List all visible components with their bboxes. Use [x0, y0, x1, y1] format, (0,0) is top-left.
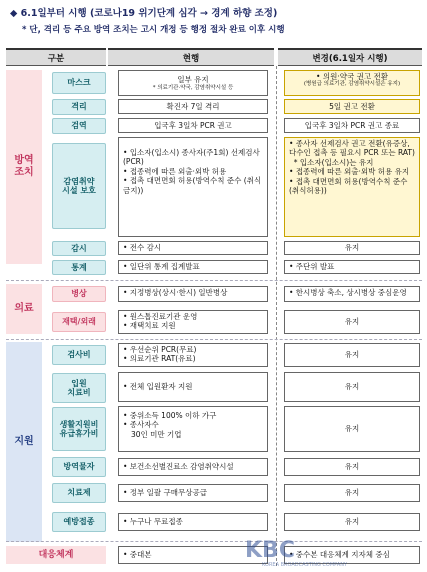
homecare-current-item-1: • 원스톱진료기관 운영: [123, 312, 198, 321]
vaccine-current: • 누구나 무료접종: [118, 513, 268, 531]
homecare-current: [118, 310, 268, 334]
response-changed: • 중수본 대응체계 지자체 중심: [284, 546, 420, 564]
living-current-item-3: 30인 미만 기업: [131, 429, 182, 439]
mask-current-sub: * 의료기관·약국, 감염취약시설 등: [152, 84, 234, 91]
living-current-item-2: • 종사자수: [123, 420, 159, 430]
column-divider: [276, 66, 277, 566]
broadcaster-watermark-sub: KOREA BROADCASTING COMPANY: [262, 562, 348, 568]
row-label-surveillance: 감시: [52, 241, 106, 256]
treatment-changed: 유지: [284, 484, 420, 502]
testcost-current-item-1: • 우선순위 PCR(무료): [123, 345, 197, 354]
facilities-changed: [284, 137, 420, 237]
testing-changed: 입국후 3일차 PCR 권고 종료: [284, 118, 420, 133]
supplies-changed: 유지: [284, 458, 420, 476]
isolation-changed: 5일 권고 전환: [284, 99, 420, 114]
row-label-treatment: 치료제: [52, 483, 106, 503]
testcost-current: [118, 343, 268, 367]
row-label-testing: 검역: [52, 118, 106, 134]
col-category-header: 구분: [6, 48, 106, 66]
row-label-supplies: 방역물자: [52, 457, 106, 477]
category-quarantine: 방역 조치: [6, 70, 42, 264]
row-label-living: 생활지원비 유급휴가비: [52, 407, 106, 451]
homecare-changed: 유지: [284, 310, 420, 334]
broadcaster-watermark: KBC: [245, 538, 295, 563]
beds-changed: • 한시병상 축소, 상시병상 중심운영: [284, 286, 420, 302]
section-separator-2: [6, 339, 422, 340]
facilities-current-item-3: • 접촉 대면면회 허용(방역수칙 준수 (취식금지)): [123, 176, 262, 195]
testing-current: 입국후 3일차 PCR 권고: [118, 118, 268, 133]
category-medical: 의료: [6, 284, 42, 334]
col-changed-header: 변경(6.1일자 시행): [278, 48, 422, 66]
row-label-hospital: 입원 치료비: [52, 373, 106, 403]
row-label-mask: 마스크: [52, 72, 106, 94]
vaccine-changed: 유지: [284, 513, 420, 531]
homecare-current-item-2: • 재택치료 지원: [123, 321, 176, 331]
facilities-changed-item-2: * 입소자(입소시)는 유지: [289, 157, 374, 167]
mask-changed: [284, 70, 420, 96]
mask-changed-sub: (병원급 의료기관, 감염취약시설은 유지): [303, 81, 401, 88]
living-current: [118, 406, 268, 452]
facilities-changed-item-4: • 접촉 대면면회 허용(방역수칙 준수(취식허용)): [289, 176, 408, 195]
beds-current: • 지정병상(상시·한시) 일반병상: [118, 286, 268, 302]
category-response: 대응체계: [6, 546, 106, 564]
section-separator-1: [6, 280, 422, 281]
testcost-current-item-2: • 의료기관 RAT(유료): [123, 354, 196, 364]
surveillance-current: • 전수 감시: [118, 241, 268, 255]
col-current-header: 현행: [108, 48, 274, 66]
statistics-current: • 일단위 통계 집계발표: [118, 260, 268, 274]
isolation-current: 확진자 7일 격리: [118, 99, 268, 114]
statistics-changed: • 주단위 발표: [284, 260, 420, 274]
supplies-current: • 보건소선별진료소 감염취약시설: [118, 458, 268, 476]
row-label-statistics: 통계: [52, 260, 106, 275]
facilities-current: [118, 137, 268, 237]
notice-note: * 단, 격리 등 주요 방역 조치는 고시 개정 등 행정 절차 완료 이후 시행: [22, 25, 285, 35]
row-label-vaccine: 예방접종: [52, 512, 106, 532]
facilities-changed-item-1: • 종사자 선제검사 권고 전환(유증상, 다수인 접촉 등 필요시 PCR 또는 RAT): [289, 139, 415, 158]
row-label-testcost: 검사비: [52, 345, 106, 365]
facilities-changed-item-3: • 접종력에 따른 외출·외박 허용 유지: [289, 167, 410, 177]
mask-current-main: 일부 유지: [177, 75, 209, 85]
response-current: • 중대본: [118, 546, 268, 564]
facilities-current-item-2: • 접종력에 따른 외출·외박 허용: [123, 166, 227, 176]
row-label-isolation: 격리: [52, 99, 106, 115]
mask-current: [118, 70, 268, 96]
row-label-homecare: 재택/외래: [52, 312, 106, 332]
row-label-facilities: 감염취약 시설 보호: [52, 143, 106, 229]
hospital-changed: 유지: [284, 372, 420, 402]
row-label-beds: 병상: [52, 286, 106, 302]
testcost-changed: 유지: [284, 343, 420, 367]
treatment-current: • 정부 일괄 구매무상공급: [118, 484, 268, 502]
mask-changed-main: • 의원·약국 권고 전환: [316, 72, 388, 81]
living-current-item-1: • 중위소득 100% 이하 가구: [123, 411, 217, 420]
notice-title: ◆ 6.1일부터 시행 (코로나19 위기단계 심각 → 경계 하향 조정): [10, 8, 278, 19]
category-support: 지원: [6, 342, 42, 542]
living-changed: 유지: [284, 406, 420, 452]
facilities-current-item-1: • 입소자(입소시) 종사자(주1회) 선제검사(PCR): [123, 148, 260, 167]
surveillance-changed: 유지: [284, 241, 420, 255]
hospital-current: • 전체 입원환자 지원: [118, 372, 268, 402]
